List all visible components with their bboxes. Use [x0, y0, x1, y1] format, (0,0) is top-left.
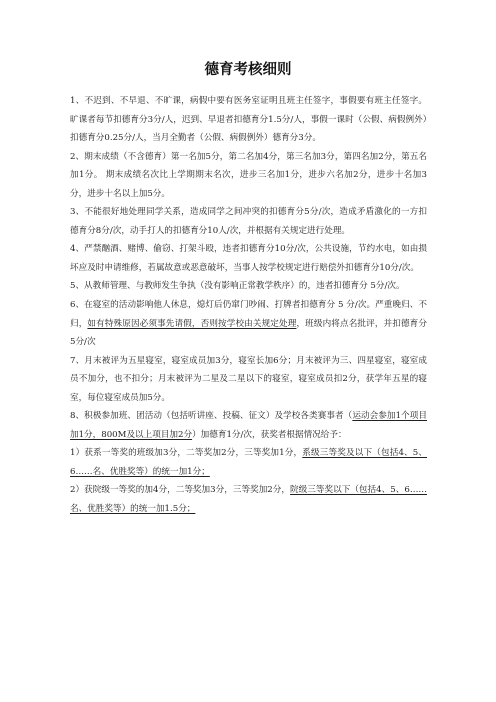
award-1-underlined: 系级三等奖及以下（包括4、5、6……名、优胜奖等）的统一加1分；	[70, 448, 428, 477]
award-1-text: 1）获系一等奖的班级加3分，二等奖加2分，三等奖加1分，	[70, 448, 303, 459]
rule-paragraph-4: 4、严禁酗酒、赌博、偷窃、打架斗殴，违者扣德育分10分/次，公共设施，节约水电，如由损坏应及时申请维修，若属故意或恶意破坏，当事人按学校规定进行赔偿外扣德育分10分/次。	[70, 244, 427, 273]
rule-6-text: 6、在寝室的活动影响他人休息，熄灯后仍窜门吵闹、打牌者扣德育分 5 分/次。严重晚归、不归，	[70, 300, 427, 329]
document-title: 德育考核细则	[204, 62, 292, 78]
rule-paragraph-8	[70, 407, 427, 444]
rule-8-underlined: 运动会参加1个项目加1分，800M及以上项目加2分	[70, 411, 427, 440]
rule-8-text: 8、积极参加班、团活动（包括听讲座、投稿、征文）及学校各类赛事者（	[70, 411, 353, 422]
rule-8-text-end: ）加德育1分/次，获奖者根据情况给予：	[192, 429, 347, 440]
award-item-2	[70, 481, 427, 518]
rule-6-underlined: 如有特殊原因必须事先请假，否则按学校由关规定处理	[87, 318, 297, 329]
award-2-text: 2）获院级一等奖的加4分，二等奖加3分，三等奖加2分，	[70, 485, 291, 496]
rule-paragraph-1: 1、不迟到、不早退、不旷课，病假中要有医务室证明且班主任签字，事假要有班主任签字。旷课者每节扣德育分3分/人，迟到、早退者扣德育分1.5分/人，事假一课时（公假、病假例外）扣德育分0.25分/人，当月全勤者（公假、病假例外）德育分3分。	[70, 96, 427, 144]
rule-paragraph-6	[70, 296, 427, 352]
award-item-1	[70, 444, 427, 481]
rule-6-text-end: ，班级内将点名批评，并扣德育分5分/次	[70, 318, 427, 348]
rule-paragraph-7: 7、月末被评为五星寝室，寝室成员加3分，寝室长加6分；月末被评为三、四星寝室，寝室成员不加分，也不扣分；月末被评为二星及二星以下的寝室，寝室成员扣2分，获学年五星的寝室，每位寝室成员加5分。	[70, 355, 427, 403]
award-2-underlined: 院级三等奖以下（包括4、5、6……名、优胜奖等）的统一加1.5分；	[70, 485, 428, 515]
rule-paragraph-5: 5、从教师管理、与教师发生争执（没有影响正常教学秩序）的，违者扣德育分 5分/次。	[70, 281, 405, 292]
rule-paragraph-3: 3、不能很好地处理同学关系，造成同学之间冲突的扣德育分5分/次，造成矛盾激化的一方扣德育分8分/次，动手打人的扣德育分10人/次，并根据有关规定进行处理。	[70, 207, 427, 236]
document-body	[70, 92, 427, 519]
rule-paragraph-2: 2、期末成绩（不含德育）第一名加5分，第二名加4分，第三名加3分，第四名加2分，第五名加1分。 期末成绩名次比上学期期末名次，进步三名加1分，进步六名加2分，进步十名加3分，进步十名以上加5分。	[70, 151, 427, 199]
